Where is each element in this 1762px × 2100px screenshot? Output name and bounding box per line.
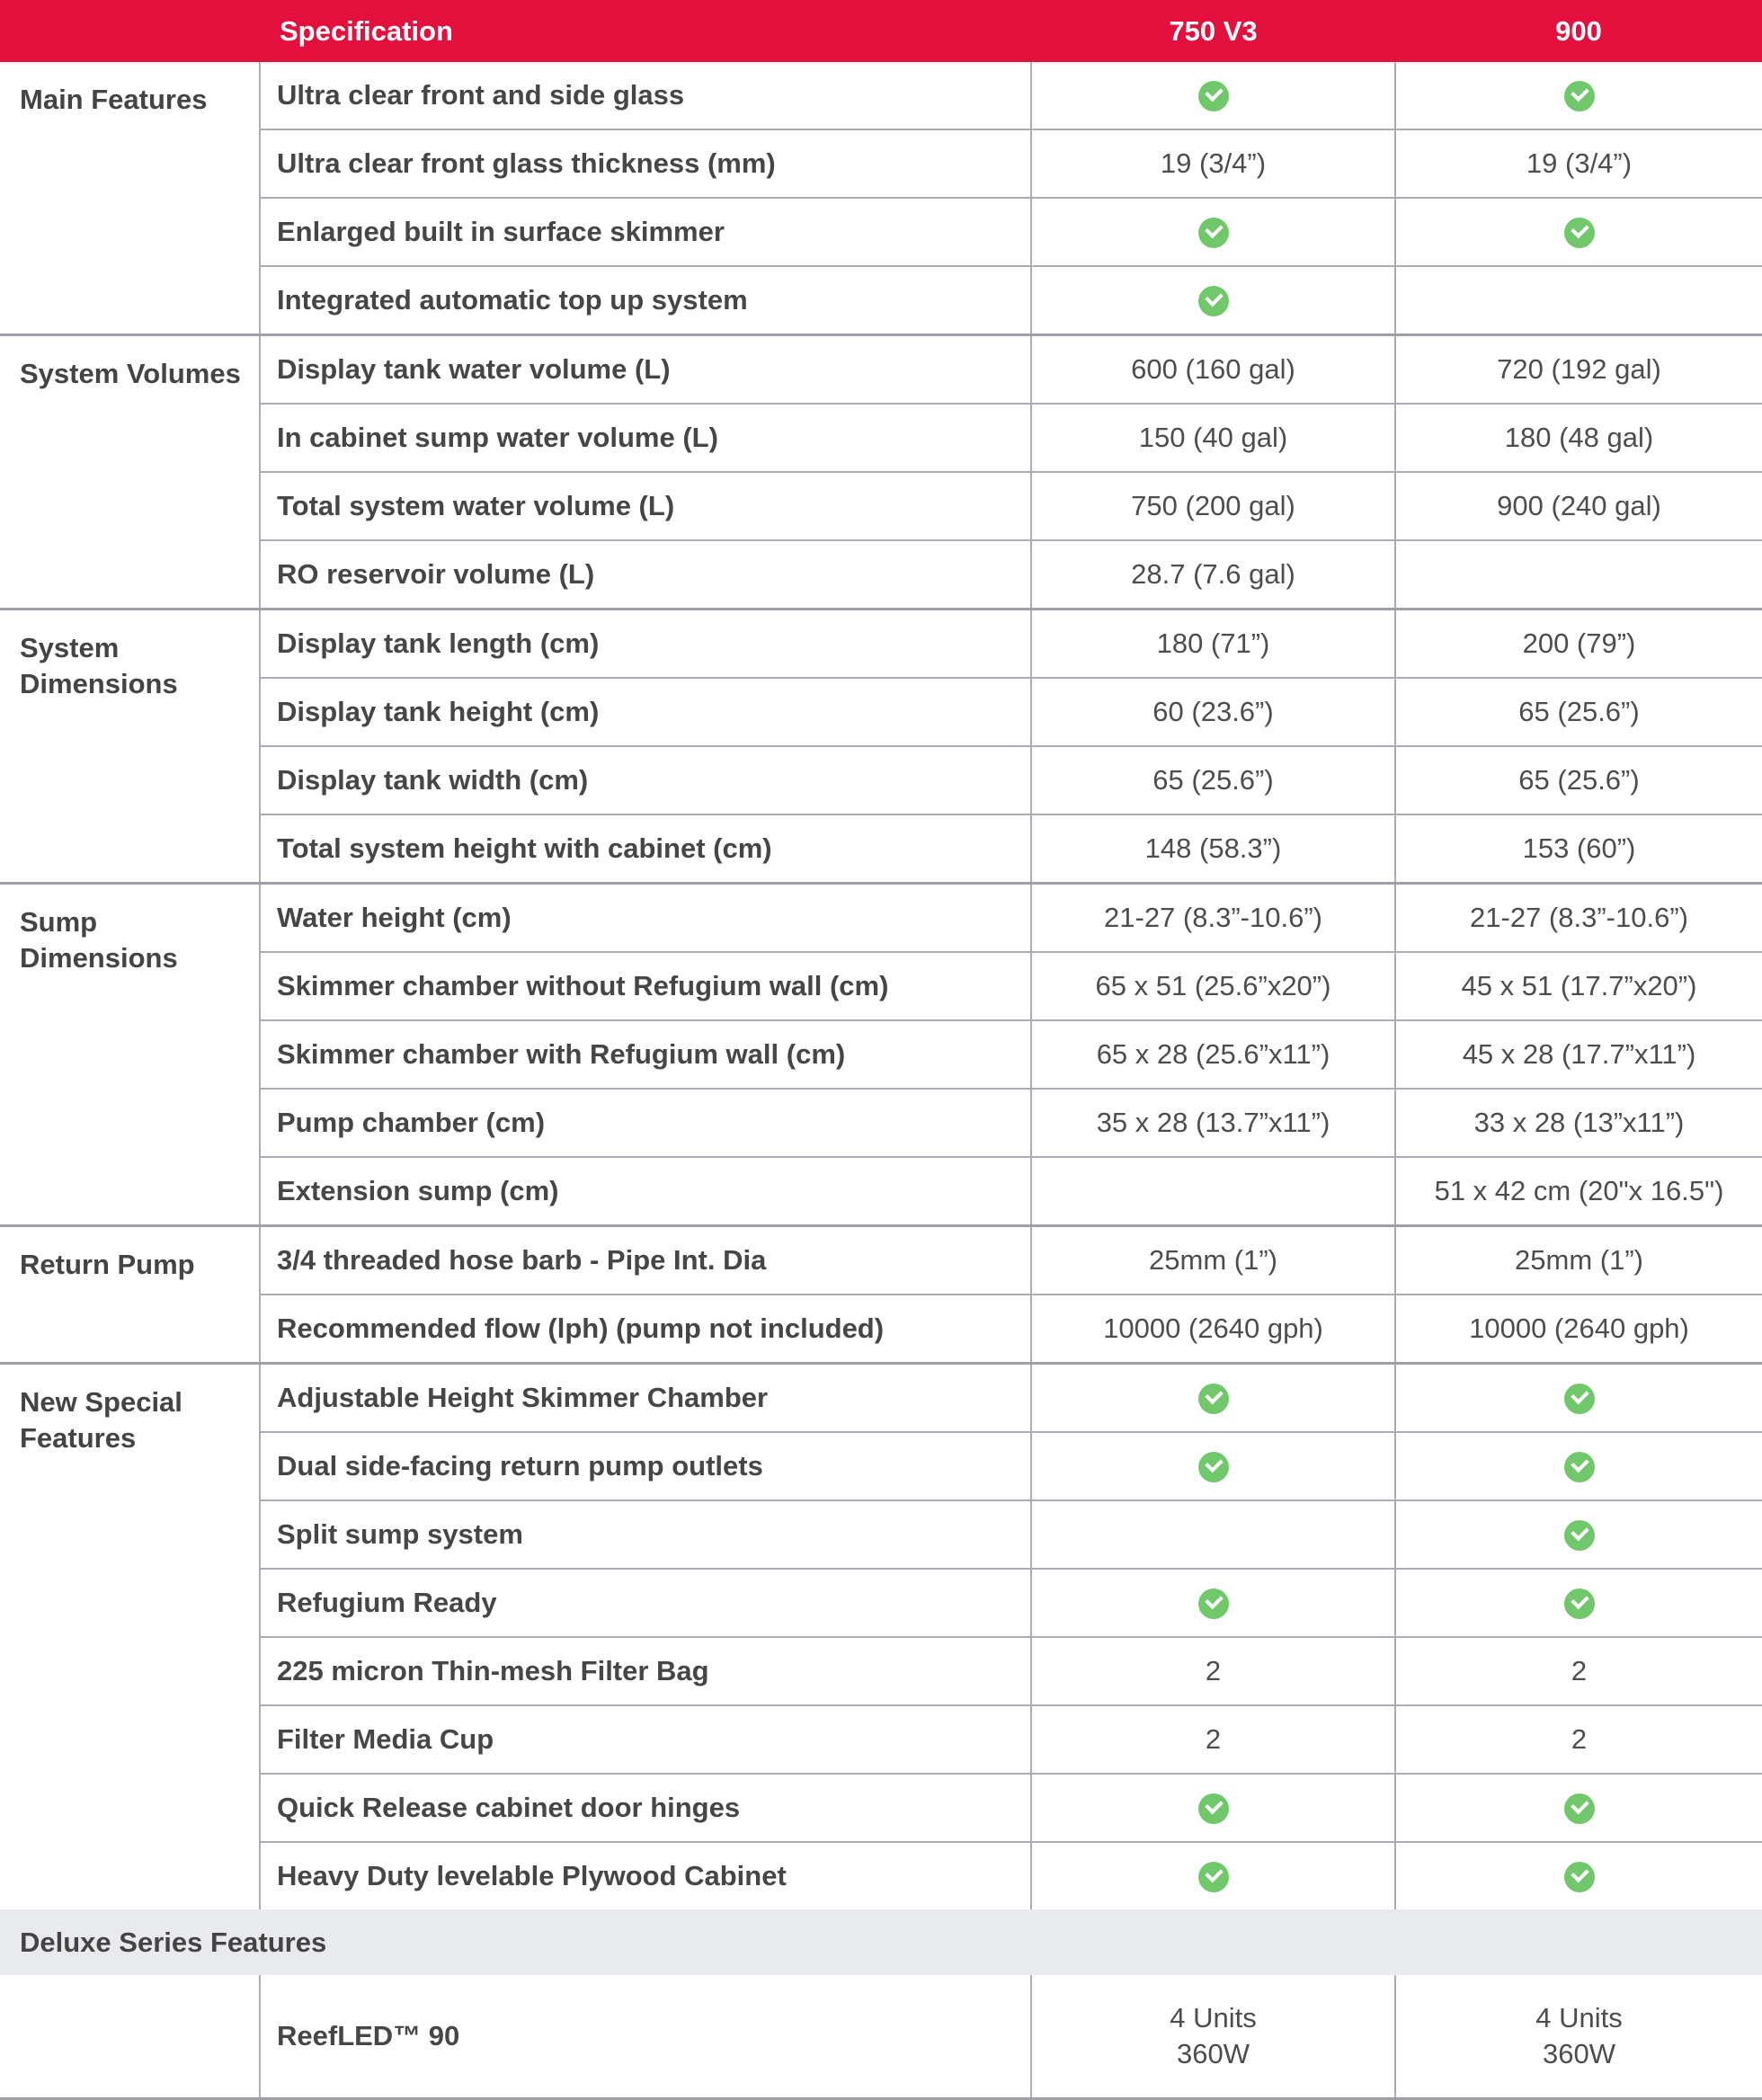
value-750-v3: 148 (58.3”) xyxy=(1031,814,1395,884)
value-750-v3: 65 x 28 (25.6”x11”) xyxy=(1031,1020,1395,1089)
category-label-line: Dimensions xyxy=(20,942,178,974)
table-row xyxy=(0,1226,1762,1295)
spec-label: Refugium Ready xyxy=(260,1569,1031,1637)
table-header xyxy=(0,0,1762,62)
spec-label: Recommended flow (lph) (pump not included) xyxy=(260,1295,1031,1364)
check-circle-icon xyxy=(1564,1452,1595,1482)
category-return-pump: Return Pump xyxy=(0,1226,260,1364)
header-row xyxy=(0,0,1762,62)
check-circle-icon xyxy=(1198,1793,1229,1824)
table-row xyxy=(0,1364,1762,1433)
table-row xyxy=(0,472,1762,540)
value-900 xyxy=(1395,1975,1762,2099)
value-750-v3: 60 (23.6”) xyxy=(1031,678,1395,746)
value-900 xyxy=(1395,266,1762,335)
table-row xyxy=(0,129,1762,198)
value-900: 51 x 42 cm (20"x 16.5") xyxy=(1395,1157,1762,1226)
value-900: 153 (60”) xyxy=(1395,814,1762,884)
value-900 xyxy=(1395,1842,1762,1909)
table-row xyxy=(0,540,1762,610)
value-750-v3 xyxy=(1031,62,1395,129)
spec-label: Heavy Duty levelable Plywood Cabinet xyxy=(260,1842,1031,1909)
spec-label: Water height (cm) xyxy=(260,884,1031,953)
category-blank xyxy=(0,1975,260,2099)
value-750-v3: 180 (71”) xyxy=(1031,610,1395,679)
value-750-v3: 21-27 (8.3”-10.6”) xyxy=(1031,884,1395,953)
spec-label: Extension sump (cm) xyxy=(260,1157,1031,1226)
check-circle-icon xyxy=(1564,1520,1595,1551)
value-900 xyxy=(1395,1569,1762,1637)
spec-label: Display tank length (cm) xyxy=(260,610,1031,679)
value-900: 45 x 28 (17.7”x11”) xyxy=(1395,1020,1762,1089)
value-900: 200 (79”) xyxy=(1395,610,1762,679)
value-900 xyxy=(1395,1500,1762,1569)
spec-label: Filter Media Cup xyxy=(260,1705,1031,1774)
spec-label: Display tank width (cm) xyxy=(260,746,1031,814)
table-row xyxy=(0,335,1762,405)
table-row xyxy=(0,1020,1762,1089)
check-circle-icon xyxy=(1564,1793,1595,1824)
table-row xyxy=(0,1295,1762,1364)
value-900 xyxy=(1395,198,1762,266)
spec-label: 225 micron Thin-mesh Filter Bag xyxy=(260,1637,1031,1705)
spec-label: Enlarged built in surface skimmer xyxy=(260,198,1031,266)
value-750-v3: 750 (200 gal) xyxy=(1031,472,1395,540)
value-900: 2 xyxy=(1395,1705,1762,1774)
value-750-v3 xyxy=(1031,1432,1395,1500)
value-750-v3: 150 (40 gal) xyxy=(1031,404,1395,472)
spec-label: ReefLED™ 90 xyxy=(260,1975,1031,2099)
value-750-v3 xyxy=(1031,1774,1395,1842)
table-row xyxy=(0,952,1762,1020)
value-900 xyxy=(1395,62,1762,129)
value-750-v3 xyxy=(1031,1975,1395,2099)
check-circle-icon xyxy=(1198,1452,1229,1482)
spec-label: Display tank water volume (L) xyxy=(260,335,1031,405)
check-circle-icon xyxy=(1564,81,1595,111)
value-900 xyxy=(1395,1432,1762,1500)
table-row xyxy=(0,610,1762,679)
value-750-v3: 19 (3/4”) xyxy=(1031,129,1395,198)
table-row xyxy=(0,884,1762,953)
value-900: 21-27 (8.3”-10.6”) xyxy=(1395,884,1762,953)
spec-label: Quick Release cabinet door hinges xyxy=(260,1774,1031,1842)
value-750-v3 xyxy=(1031,266,1395,335)
value-750-v3: 65 (25.6”) xyxy=(1031,746,1395,814)
table-row xyxy=(0,1432,1762,1500)
check-circle-icon xyxy=(1198,1862,1229,1892)
value-900: 720 (192 gal) xyxy=(1395,335,1762,405)
category-new-special-features xyxy=(0,1364,260,1910)
value-900 xyxy=(1395,1364,1762,1433)
deluxe-section-header xyxy=(0,1909,1762,1975)
spec-label: Display tank height (cm) xyxy=(260,678,1031,746)
value-900: 900 (240 gal) xyxy=(1395,472,1762,540)
value-750-v3 xyxy=(1031,1157,1395,1226)
value-750-v3: 2 xyxy=(1031,1705,1395,1774)
value-900 xyxy=(1395,1774,1762,1842)
check-circle-icon xyxy=(1198,1588,1229,1619)
category-label-line: New Special xyxy=(20,1386,182,1418)
value-750-v3: 600 (160 gal) xyxy=(1031,335,1395,405)
value-line: 4 Units xyxy=(1535,2002,1623,2033)
deluxe-heading: Deluxe Series Features xyxy=(0,1909,1762,1975)
spec-label: Total system water volume (L) xyxy=(260,472,1031,540)
category-sump-dimensions xyxy=(0,884,260,1226)
value-900: 2 xyxy=(1395,1637,1762,1705)
table-row xyxy=(0,746,1762,814)
spec-label: Total system height with cabinet (cm) xyxy=(260,814,1031,884)
table-row xyxy=(0,1637,1762,1705)
value-750-v3: 2 xyxy=(1031,1637,1395,1705)
header-blank-cell xyxy=(0,0,260,62)
spec-label: Integrated automatic top up system xyxy=(260,266,1031,335)
value-750-v3 xyxy=(1031,1364,1395,1433)
value-750-v3 xyxy=(1031,1500,1395,1569)
category-label-line: System xyxy=(20,632,120,663)
value-900: 65 (25.6”) xyxy=(1395,678,1762,746)
category-system-dimensions xyxy=(0,610,260,884)
check-circle-icon xyxy=(1198,286,1229,316)
value-900: 33 x 28 (13”x11”) xyxy=(1395,1089,1762,1157)
spec-label: Adjustable Height Skimmer Chamber xyxy=(260,1364,1031,1433)
category-label-line: Features xyxy=(20,1422,137,1454)
category-label-line: Sump xyxy=(20,906,98,938)
spec-label: Ultra clear front glass thickness (mm) xyxy=(260,129,1031,198)
check-circle-icon xyxy=(1564,1384,1595,1414)
spec-label: RO reservoir volume (L) xyxy=(260,540,1031,610)
table-row xyxy=(0,1774,1762,1842)
value-750-v3 xyxy=(1031,1842,1395,1909)
check-circle-icon xyxy=(1564,218,1595,248)
value-750-v3 xyxy=(1031,198,1395,266)
category-system-volumes: System Volumes xyxy=(0,335,260,610)
category-label-line: Dimensions xyxy=(20,668,178,699)
value-line: 360W xyxy=(1543,2038,1615,2069)
spec-label: Ultra clear front and side glass xyxy=(260,62,1031,129)
spec-label: 3/4 threaded hose barb - Pipe Int. Dia xyxy=(260,1226,1031,1295)
header-specification: Specification xyxy=(260,0,1031,62)
check-circle-icon xyxy=(1564,1862,1595,1892)
value-900: 180 (48 gal) xyxy=(1395,404,1762,472)
spec-label: In cabinet sump water volume (L) xyxy=(260,404,1031,472)
table-row xyxy=(0,62,1762,129)
value-line: 4 Units xyxy=(1170,2002,1257,2033)
category-main-features: Main Features xyxy=(0,62,260,335)
value-900 xyxy=(1395,540,1762,610)
header-750-v3: 750 V3 xyxy=(1031,0,1395,62)
value-750-v3: 25mm (1”) xyxy=(1031,1226,1395,1295)
table-row xyxy=(0,1705,1762,1774)
table-body xyxy=(0,62,1762,2099)
table-row xyxy=(0,1157,1762,1226)
table-row xyxy=(0,198,1762,266)
check-circle-icon xyxy=(1198,218,1229,248)
spec-label: Skimmer chamber without Refugium wall (cm) xyxy=(260,952,1031,1020)
value-900: 25mm (1”) xyxy=(1395,1226,1762,1295)
value-900: 10000 (2640 gph) xyxy=(1395,1295,1762,1364)
value-900: 65 (25.6”) xyxy=(1395,746,1762,814)
value-750-v3: 28.7 (7.6 gal) xyxy=(1031,540,1395,610)
table-row xyxy=(0,404,1762,472)
table-row xyxy=(0,1569,1762,1637)
check-circle-icon xyxy=(1564,1588,1595,1619)
table-row xyxy=(0,1842,1762,1909)
table-row xyxy=(0,1500,1762,1569)
spec-label: Skimmer chamber with Refugium wall (cm) xyxy=(260,1020,1031,1089)
value-750-v3 xyxy=(1031,1569,1395,1637)
spec-label: Pump chamber (cm) xyxy=(260,1089,1031,1157)
value-line: 360W xyxy=(1177,2038,1250,2069)
table-row xyxy=(0,678,1762,746)
value-750-v3: 35 x 28 (13.7”x11”) xyxy=(1031,1089,1395,1157)
table-row xyxy=(0,814,1762,884)
header-900: 900 xyxy=(1395,0,1762,62)
table-row xyxy=(0,1089,1762,1157)
value-750-v3: 65 x 51 (25.6”x20”) xyxy=(1031,952,1395,1020)
spec-label: Split sump system xyxy=(260,1500,1031,1569)
table-row xyxy=(0,1975,1762,2099)
spec-label: Dual side-facing return pump outlets xyxy=(260,1432,1031,1500)
value-900: 45 x 51 (17.7”x20”) xyxy=(1395,952,1762,1020)
table-row xyxy=(0,266,1762,335)
check-circle-icon xyxy=(1198,1384,1229,1414)
value-750-v3: 10000 (2640 gph) xyxy=(1031,1295,1395,1364)
value-900: 19 (3/4”) xyxy=(1395,129,1762,198)
check-circle-icon xyxy=(1198,81,1229,111)
